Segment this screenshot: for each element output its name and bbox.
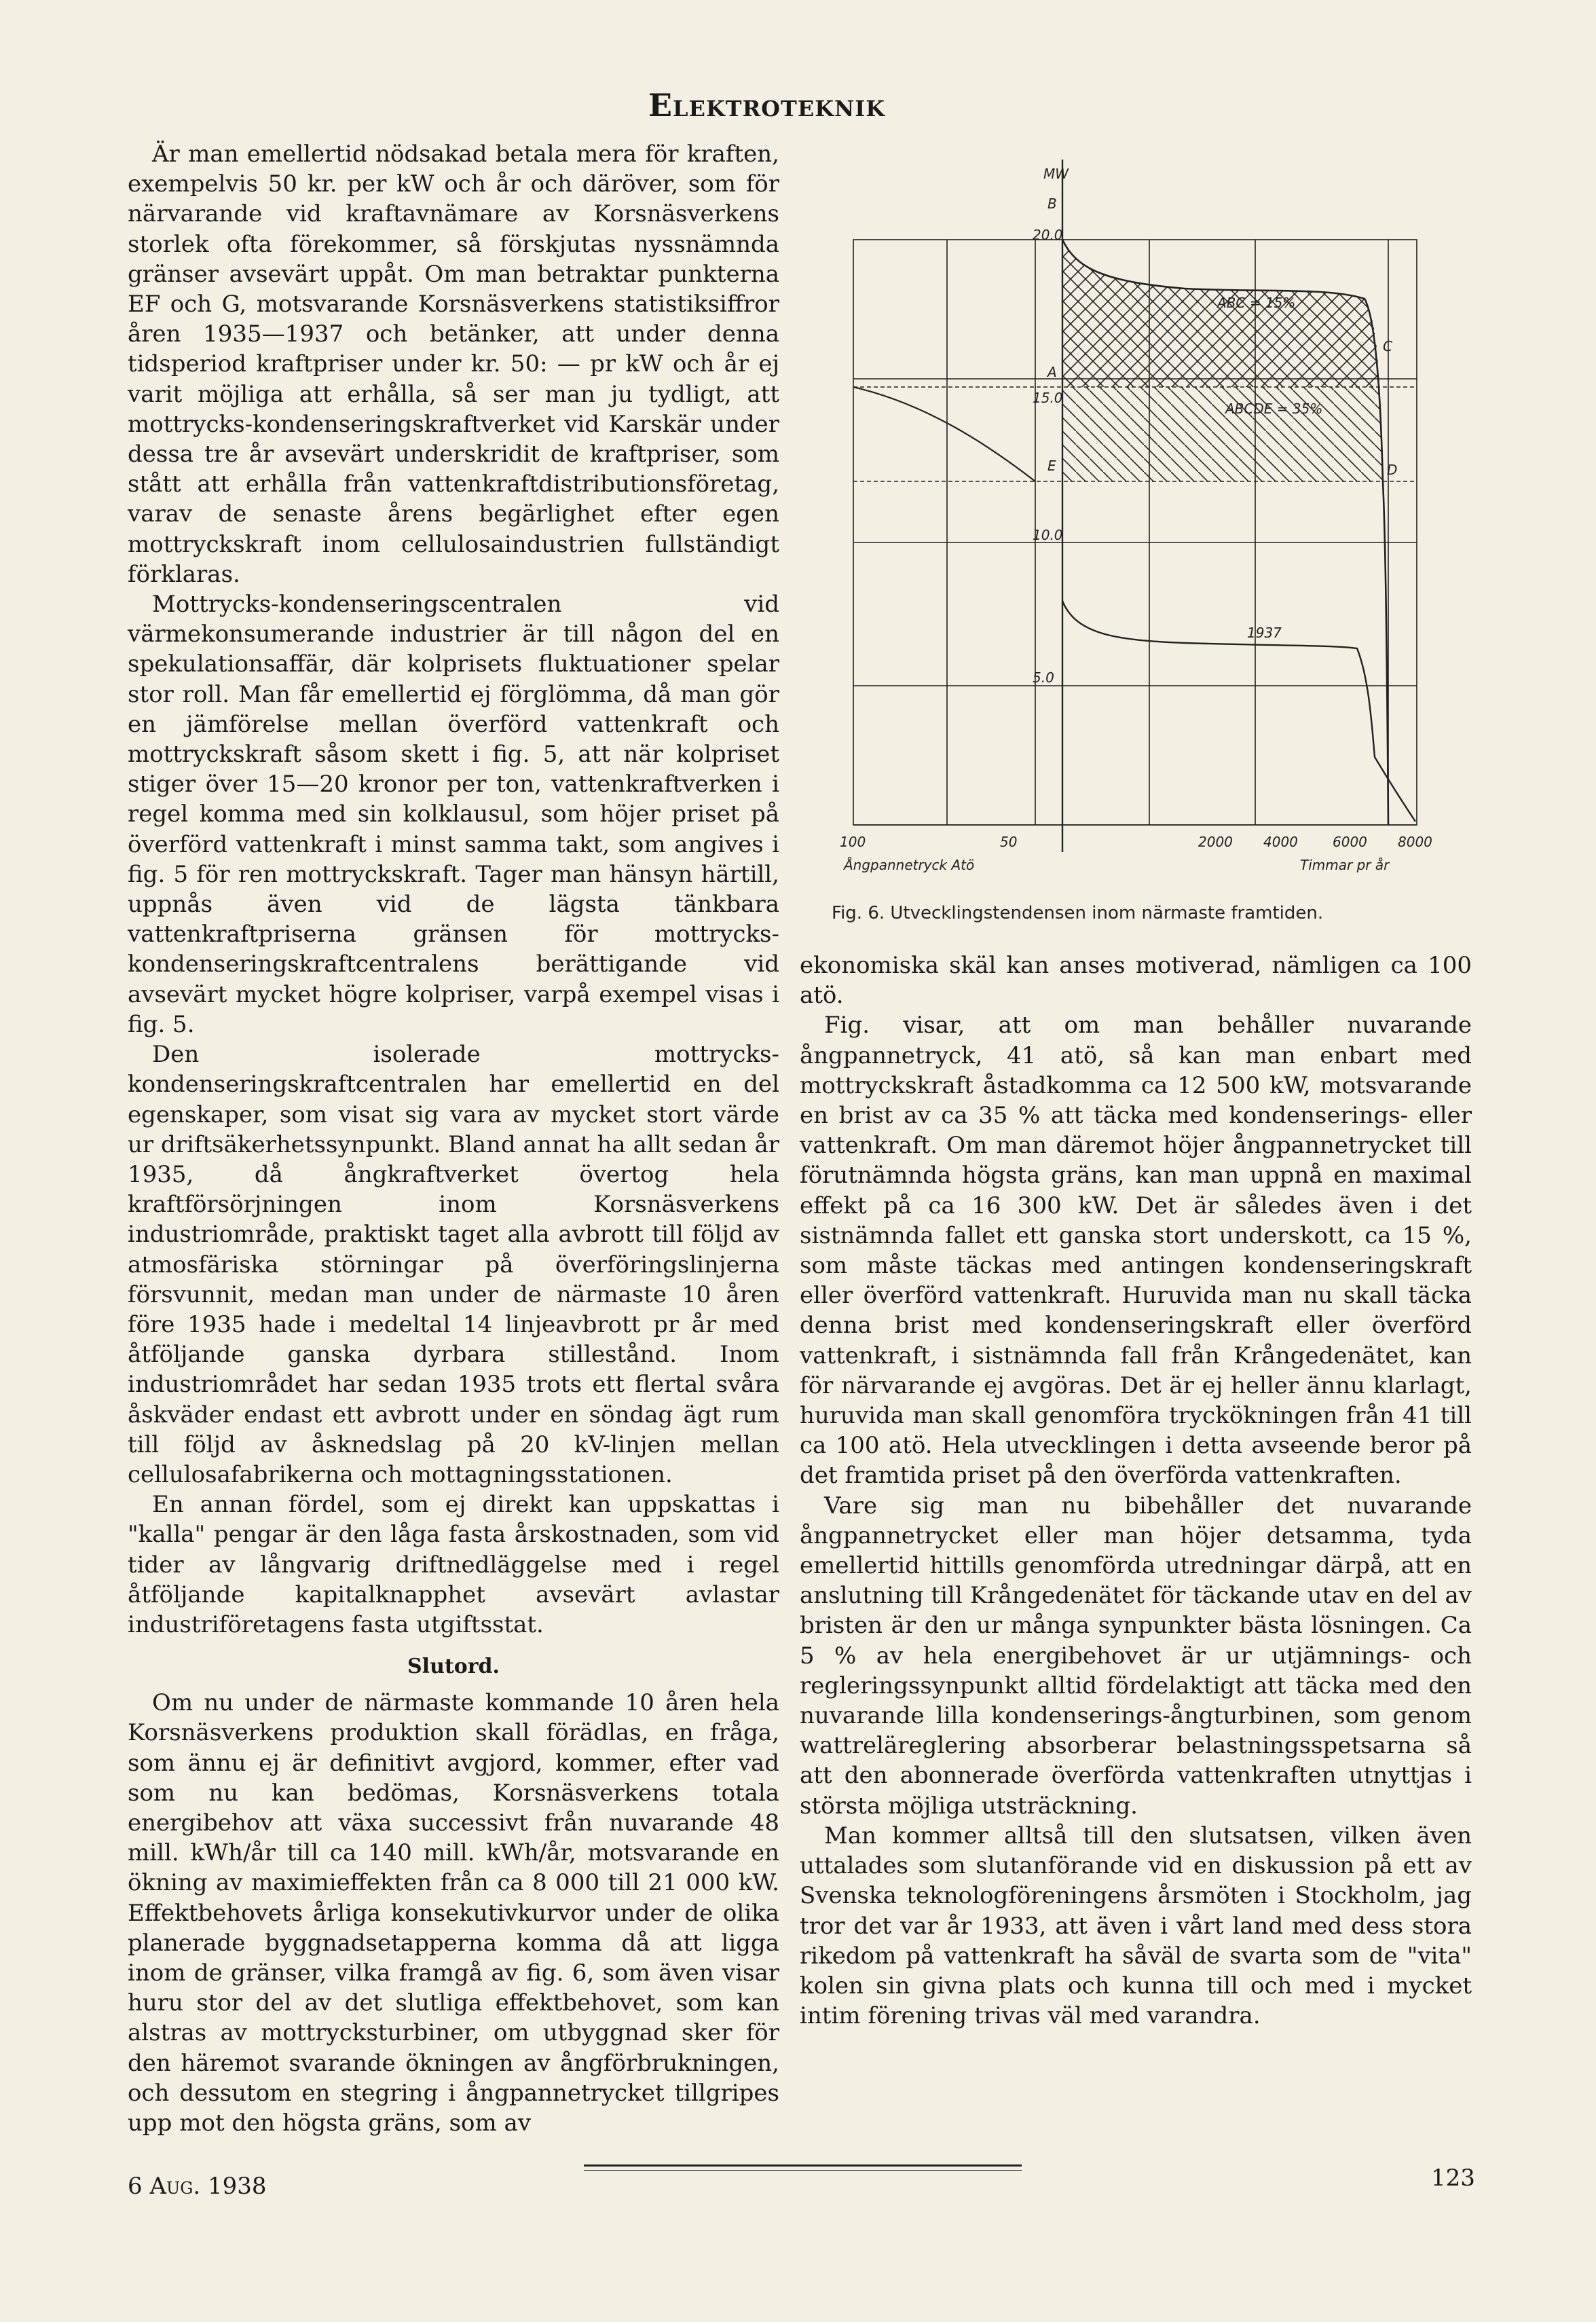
- x-tick-100: 100: [840, 834, 866, 850]
- region-label-abc: ABC = 15%: [1217, 295, 1296, 311]
- x-tick-8000: 8000: [1398, 834, 1432, 850]
- x-axis-label-hours: Timmar pr år: [1300, 857, 1390, 873]
- issue-date-month: Aug.: [149, 2173, 201, 2200]
- pressure-curve: [853, 387, 1035, 481]
- left-column: [128, 139, 779, 2138]
- body-paragraph: Mottrycks-kondenseringscentralen vid värmekonsumerande industrier är till någon del en spekulationsaffär, där kolprisets fluktuationer spelar stor roll. Man får emellertid ej förglömma, då man gör en jämförelse mellan överförd vattenkraft och mottryckskraft såsom skett i fig. 5, att när kolpriset stiger över 15—20 kronor per ton, vattenkraftverken i regel komma med sin kolklausul, som höjer priset på överförd vattenkraft i minst samma takt, som angives i fig. 5 för ren mottryckskraft. Tager man hänsyn härtill, uppnås även vid de lägsta tänkbara vattenkraftpriserna gränsen för mottrycks-kondenseringskraftcentralens berättigande vid avsevärt mycket högre kolpriser, varpå exempel visas i fig. 5.: [128, 591, 779, 1038]
- issue-date: [128, 2173, 267, 2200]
- point-label-d: D: [1387, 462, 1398, 478]
- issue-date-year: 1938: [208, 2173, 267, 2200]
- issue-date-day: 6: [128, 2173, 143, 2200]
- point-label-e: E: [1047, 458, 1056, 474]
- region-label-abcde: ABCDE = 35%: [1225, 401, 1323, 417]
- footer-rule-thin: [584, 2170, 1022, 2171]
- figure-caption: Fig. 6. Utvecklingstendensen inom närmaste framtiden.: [832, 903, 1324, 923]
- curve-label-1937: 1937: [1247, 625, 1282, 641]
- x-tick-2000: 2000: [1198, 834, 1233, 850]
- point-label-a: A: [1047, 364, 1057, 380]
- body-paragraph: Man kommer alltså till den slutsatsen, vilken även uttalades som slutanförande vid en diskussion på ett av Svenska teknologföreningens årsmöten i Stockholm, jag tror det var år 1933, att även i vårt land med dess stora rikedom på vattenkraft ha såväl de svarta som de "vita" kolen sin givna plats och kunna till och med i mycket intim förening trivas väl med varandra.: [800, 1822, 1472, 2030]
- duration-curve-1937: [1062, 601, 1415, 822]
- page-number: 123: [1431, 2164, 1475, 2192]
- right-column: [800, 951, 1472, 2031]
- figure-6: [832, 160, 1456, 927]
- figure-6-diagram: [832, 160, 1456, 927]
- body-paragraph: Den isolerade mottrycks-kondenseringskraftcentralen har emellertid en del egenskaper, som visat sig vara av mycket stort värde ur driftsäkerhetssynpunkt. Bland annat ha allt sedan år 1935, då ångkraftverket övertog hela kraftförsörjningen inom Korsnäsverkens industriområde, praktiskt taget alla avbrott till följd av atmosfäriska störningar på överföringslinjerna försvunnit, medan man under de närmaste 10 åren före 1935 hade i medeltal 14 linjeavbrott pr år med åtföljande ganska dyrbara stillestånd. Inom industriområdet har sedan 1935 trots ett flertal svåra åskväder endast ett avbrott under en söndag ägt rum till följd av åsknedslag på 20 kV-linjen mellan cellulosafabrikerna och mottagningsstationen.: [128, 1041, 779, 1488]
- x-tick-4000: 4000: [1263, 834, 1298, 850]
- y-tick-10: 10.0: [1033, 527, 1063, 543]
- y-tick-15: 15.0: [1033, 390, 1063, 406]
- body-paragraph: Fig. visar, att om man behåller nuvarande ångpannetryck, 41 atö, så kan man enbart med mottryckskraft åstadkomma ca 12 500 kW, motsvarande en brist av ca 35 % att täcka med kondenserings- eller vattenkraft. Om man däremot höjer ångpannetrycket till förutnämnda högsta gräns, kan man uppnå en maximal effekt på ca 16 300 kW. Det är således även i det sistnämnda fallet ett ganska stort underskott, ca 15 %, som måste täckas med antingen kondenseringskraft eller överförd vattenkraft. Huruvida man nu skall täcka denna brist med kondenseringskraft eller överförd vattenkraft, i sistnämnda fall från Krångedenätet, kan för närvarande ej avgöras. Det är ej heller ännu klarlagt, huruvida man skall genomföra tryckökningen från 41 till ca 100 atö. Hela utvecklingen i detta avseende beror på det framtida priset på den överförda vattenkraften.: [800, 1012, 1472, 1490]
- section-title: Slutord.: [407, 1655, 500, 1679]
- footer-rule: [584, 2164, 1022, 2167]
- point-label-c: C: [1383, 338, 1392, 354]
- body-paragraph: Vare sig man nu bibehåller det nuvarande ångpannetrycket eller man höjer detsamma, tyda emellertid hittills genomförda utredningar därpå, att en anslutning till Krångedenätet för täckande utav en del av bristen är den ur många synpunkter bästa lösningen. Ca 5 % av hela energibehovet är ur utjämnings- och regleringssynpunkt alltid fördelaktigt att täcka med den nuvarande lilla kondenserings-ångturbinen, som genom wattreläreglering absorberar belastningsspetsarna så att den abonnerade överförda vattenkraften utnyttjas i största möjliga utsträckning.: [800, 1492, 1472, 1820]
- body-paragraph: En annan fördel, som ej direkt kan uppskattas i "kalla" pengar är den låga fasta årskostnaden, som vid tider av långvarig driftnedläggelse med i regel åtföljande kapitalknapphet avsevärt avlastar industriföretagens fasta utgiftsstat.: [128, 1491, 779, 1638]
- running-header: Elektroteknik: [648, 87, 886, 124]
- body-paragraph: Är man emellertid nödsakad betala mera för kraften, exempelvis 50 kr. per kW och år och däröver, som för närvarande vid kraftavnämare av Korsnäsverkens storlek ofta förekommer, så förskjutas nyssnämnda gränser avsevärt uppåt. Om man betraktar punkterna EF och G, motsvarande Korsnäsverkens statistiksiffror åren 1935—1937 och betänker, att under denna tidsperiod kraftpriser under kr. 50: — pr kW och år ej varit möjliga att erhålla, så ser man ju tydligt, att mottrycks-kondenseringskraftverket vid Karskär under dessa tre år avsevärt underskridit de kraftpriser, som stått att erhålla från vattenkraftdistributionsföretag, varav de senaste årens begärlighet efter egen mottryckskraft inom cellulosaindustrien fullständigt förklaras.: [128, 141, 779, 588]
- region-abc: [1062, 240, 1379, 387]
- x-axis-label-pressure: Ångpannetryck Atö: [844, 857, 975, 873]
- body-paragraph: ekonomiska skäl kan anses motiverad, nämligen ca 100 atö.: [800, 952, 1472, 1010]
- x-tick-6000: 6000: [1333, 834, 1367, 850]
- y-tick-20: 20.0: [1033, 227, 1063, 243]
- region-abcde: [1062, 387, 1383, 481]
- x-tick-50: 50: [1000, 834, 1018, 850]
- point-label-b: B: [1047, 196, 1057, 212]
- y-unit-label: MW: [1043, 166, 1069, 182]
- y-tick-5: 5.0: [1033, 669, 1054, 686]
- body-paragraph: Om nu under de närmaste kommande 10 åren hela Korsnäsverkens produktion skall förädlas, en fråga, som ännu ej är definitivt avgjord, kommer, efter vad som nu kan bedömas, Korsnäsverkens totala energibehov att växa successivt från nuvarande 48 mill. kWh/år till ca 140 mill. kWh/år, motsvarande en ökning av maximieffekten från ca 8 000 till 21 000 kW. Effektbehovets årliga konsekutivkurvor under de olika planerade byggnadsetapperna komma då att ligga inom de gränser, vilka framgå av fig. 6, som även visar huru stor del av det slutliga effektbehovet, som kan alstras av mottrycksturbiner, om utbyggnad sker för den häremot svarande ökningen av ångförbrukningen, och dessutom en stegring i ångpannetrycket tillgripes upp mot den högsta gräns, som av: [128, 1689, 779, 2137]
